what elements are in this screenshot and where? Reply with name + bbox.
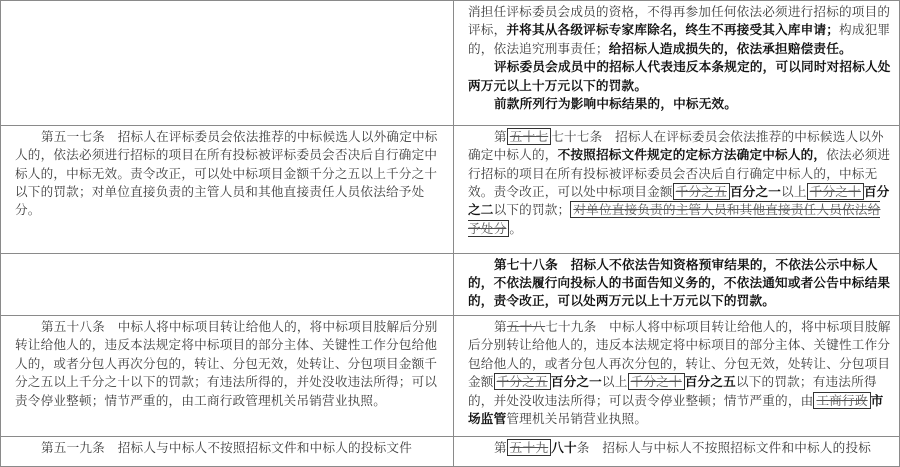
paragraph: 第七十八条 招标人不依法告知资格预审结果的，不依法公示中标人的，不依法履行向投标人的书面告知义务的，不依法通知或者公告中标结果的，责令改正，可以处两万元以上十万元以下的罚款。 <box>468 256 891 309</box>
text-run: 依法必须进行招标的项目在所有投标被评标委员会否决后自行确定中标人的，中标无效。责令改正，可以处中标项目金额 <box>468 147 891 200</box>
deleted-text: 千分之十 <box>807 183 864 200</box>
deleted-text: 千分之五 <box>673 183 730 200</box>
deleted-text: 千分之五 <box>494 373 551 390</box>
inserted-text: 七十七 <box>551 128 590 144</box>
original-text-cell <box>1 125 454 253</box>
text-run: 以上 <box>781 184 807 200</box>
paragraph <box>468 439 891 457</box>
text-run: 条 招标人与中标人不按照招标文件和中标人的投标 <box>576 439 872 455</box>
original-text-cell <box>1 1 454 126</box>
inserted-text: 百分之五 <box>684 374 736 390</box>
bold-text-run: 给招标人造成损失的，依法承担赔偿责任。 <box>608 40 852 56</box>
deleted-text: 五十九 <box>507 439 551 456</box>
paragraph <box>468 3 891 58</box>
text-run: 第 <box>494 439 507 455</box>
table-row <box>1 1 900 126</box>
original-text-cell <box>1 436 454 466</box>
paragraph: 第五一七条 招标人在评标委员会依法推荐的中标候选人以外确定中标人的，依法必须进行招标的项目在所有投标被评标委员会否决后自行确定中标人的，中标无效。责令改正，可以处中标项目金额千分之五以上千分之十以下的罚款；对单位直接负责的主管人员和其他直接责任人员依法给予处分。 <box>15 128 438 218</box>
revised-text-cell <box>454 316 900 437</box>
text-run: 管理机关吊销营业执照。 <box>506 411 648 427</box>
text-run: 。 <box>509 220 523 236</box>
deleted-text: 工商行政 <box>813 392 870 409</box>
revised-text-cell <box>454 436 900 466</box>
paragraph: 评标委员会成员中的招标人代表违反本条规定的，可以同时对招标人处两万元以上十万元以下的罚款。 <box>468 59 891 93</box>
revised-text-cell <box>454 1 900 126</box>
text-run: 构成犯罪的，依法追究刑事责任； <box>468 22 891 56</box>
original-text-cell <box>1 316 454 437</box>
text-run: 以下的罚款；有违法所得的，并处没收违法所得；可以责令停业整顿；情节严重的，由 <box>468 374 877 408</box>
inserted-text: 不按照招标文件规定的定标方法确定中标人的， <box>557 147 827 163</box>
table-row <box>1 316 900 437</box>
revised-text-cell <box>454 253 900 315</box>
deleted-text: 千分之十 <box>628 373 685 390</box>
text-run: 第 <box>494 319 507 334</box>
text-run: 条 中标人将中标项目转让给他人的，将中标项目肢解后分别转让给他人的，违反本法规定将中标项目的部分主体、关键性工作分包给他人的，或者分包人再次分包的，转让、分包无效，处转让、分包项目金额 <box>468 319 891 390</box>
paragraph: 第五十八条 中标人将中标项目转让给他人的，将中标项目肢解后分别转让给他人的，违反本法规定将中标项目的部分主体、关键性工作分包给他人的，或者分包人再次分包的，转让、分包无效，处转让、分包项目金额千分之五以上千分之十以下的罚款；有违法所得的，并处没收违法所得；可以责令停业整顿；情节严重的，由工商行政管理机关吊销营业执照。 <box>15 319 438 408</box>
inserted-text: 七十九 <box>545 319 584 334</box>
text-run: 条 招标人在评标委员会依法推荐的中标候选人以外确定中标人的， <box>468 128 884 163</box>
text-run: 消担任评标委员会成员的资格，不得再参加任何依法必须进行招标的项目的评标， <box>468 4 891 38</box>
revised-text-cell <box>454 125 900 253</box>
paragraph: 第五一九条 招标人与中标人不按照招标文件和中标人的投标文件 <box>41 439 413 455</box>
paragraph <box>468 318 891 428</box>
original-text-cell <box>1 253 454 315</box>
inserted-text: 百分之一 <box>550 374 602 390</box>
table-row <box>1 125 900 253</box>
paragraph <box>468 128 891 238</box>
text-run: 以下的罚款； <box>493 202 571 218</box>
inserted-text: 百分之一 <box>729 184 782 200</box>
table-row <box>1 253 900 315</box>
text-run: 第 <box>494 128 507 144</box>
inserted-text: 八十 <box>551 439 577 455</box>
deleted-text: 五十七 <box>507 128 551 145</box>
table-row <box>1 436 900 466</box>
text-run: 以上 <box>601 374 628 390</box>
bold-text-run: 并将其从各级评标专家库除名，终生不再接受其入库申请； <box>506 22 840 38</box>
deleted-text: 对单位直接负责的主管人员和其他直接责任人员依法给予处分 <box>468 202 881 236</box>
inserted-text: 百分之二 <box>468 184 890 218</box>
paragraph: 前款所列行为影响中标结果的，中标无效。 <box>494 96 738 112</box>
inserted-text: 市场监管 <box>468 392 884 427</box>
deleted-text: 五十八 <box>506 319 546 334</box>
